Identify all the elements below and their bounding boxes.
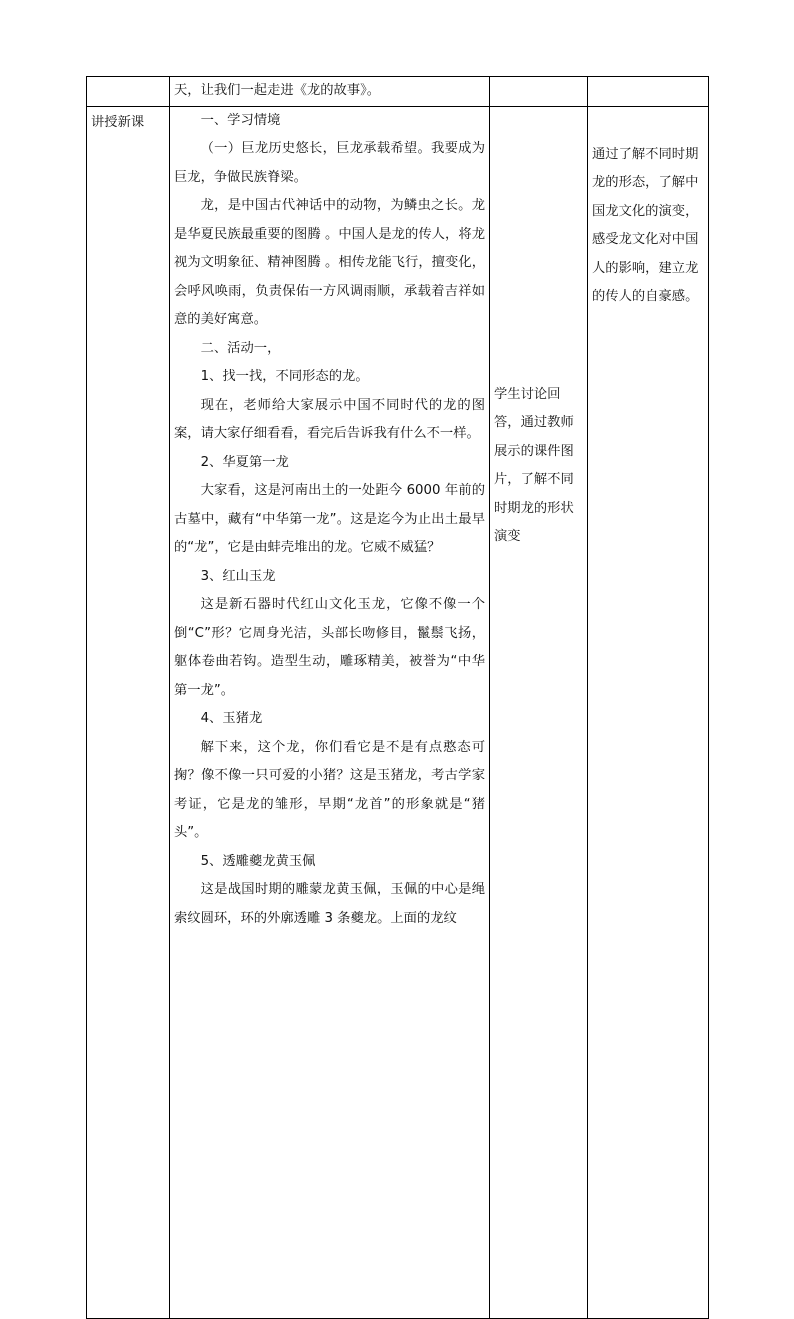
paragraph: 龙，是中国古代神话中的动物，为鳞虫之长。龙是华夏民族最重要的图腾 。中国人是龙的传人，将龙视为文明象征、精神图腾 。相传龙能飞行，擅变化，会呼风唤雨，负责保佑一方风调雨顺，承载着吉祥如意的美好寓意。 <box>174 198 485 327</box>
subheading: 2、华夏第一龙 <box>200 454 289 470</box>
section-label-cell-empty <box>87 77 170 107</box>
design-intent-cell-empty <box>588 77 709 107</box>
section-label-cell: 讲授新课 <box>87 106 170 1318</box>
paragraph: 这是新石器时代红山文化玉龙，它像不像一个倒“C”形？它周身光洁，头部长吻修目，鬣鬃飞扬，躯体卷曲若钩。造型生动，雕琢精美，被誉为“中华第一龙”。 <box>174 597 485 698</box>
paragraph: 现在，老师给大家展示中国不同时代的龙的图案，请大家仔细看看，看完后告诉我有什么不一样。 <box>174 397 485 441</box>
subheading: 3、红山玉龙 <box>200 568 276 584</box>
table-row <box>87 77 709 107</box>
lesson-plan-table <box>86 76 709 1319</box>
paragraph: 这是战国时期的雕蒙龙黄玉佩，玉佩的中心是绳索纹圆环，环的外廓透雕 3 条夔龙。上面的龙纹 <box>174 882 485 926</box>
design-intent-text: 通过了解不同时期龙的形态，了解中国龙文化的演变，感受龙文化对中国人的影响，建立龙的传人的自豪感。 <box>592 146 699 304</box>
student-activity-cell-empty <box>490 77 588 107</box>
subheading: 5、透雕夔龙黄玉佩 <box>200 853 316 869</box>
student-activity-cell <box>490 106 588 1318</box>
subheading: 1、找一找，不同形态的龙。 <box>200 369 369 384</box>
heading-learning-context: 一、学习情境 <box>200 112 281 128</box>
content-cell-continuation: 天，让我们一起走进《龙的故事》。 <box>170 77 490 107</box>
student-activity-text: 学生讨论回答，通过教师展示的课件图片，了解不同时期龙的形状演变 <box>494 386 574 544</box>
paragraph: 解下来，这个龙，你们看它是不是有点憨态可掬？像不像一只可爱的小猪？这是玉猪龙，考古学家考证，它是龙的雏形，早期“龙首”的形象就是“猪头”。 <box>174 739 485 840</box>
subheading: 4、玉猪龙 <box>200 711 263 726</box>
paragraph: （一）巨龙历史悠长，巨龙承载希望。我要成为巨龙，争做民族脊梁。 <box>174 141 485 185</box>
design-intent-cell <box>588 106 709 1318</box>
lesson-content-cell <box>170 106 490 1318</box>
table-row <box>87 106 709 1318</box>
heading-activity-one: 二、活动一， <box>200 340 281 356</box>
paragraph: 大家看，这是河南出土的一处距今 6000 年前的古墓中，藏有“中华第一龙”。这是迄今为止出土最早的“龙”，它是由蚌壳堆出的龙。它威不威猛？ <box>174 483 485 555</box>
